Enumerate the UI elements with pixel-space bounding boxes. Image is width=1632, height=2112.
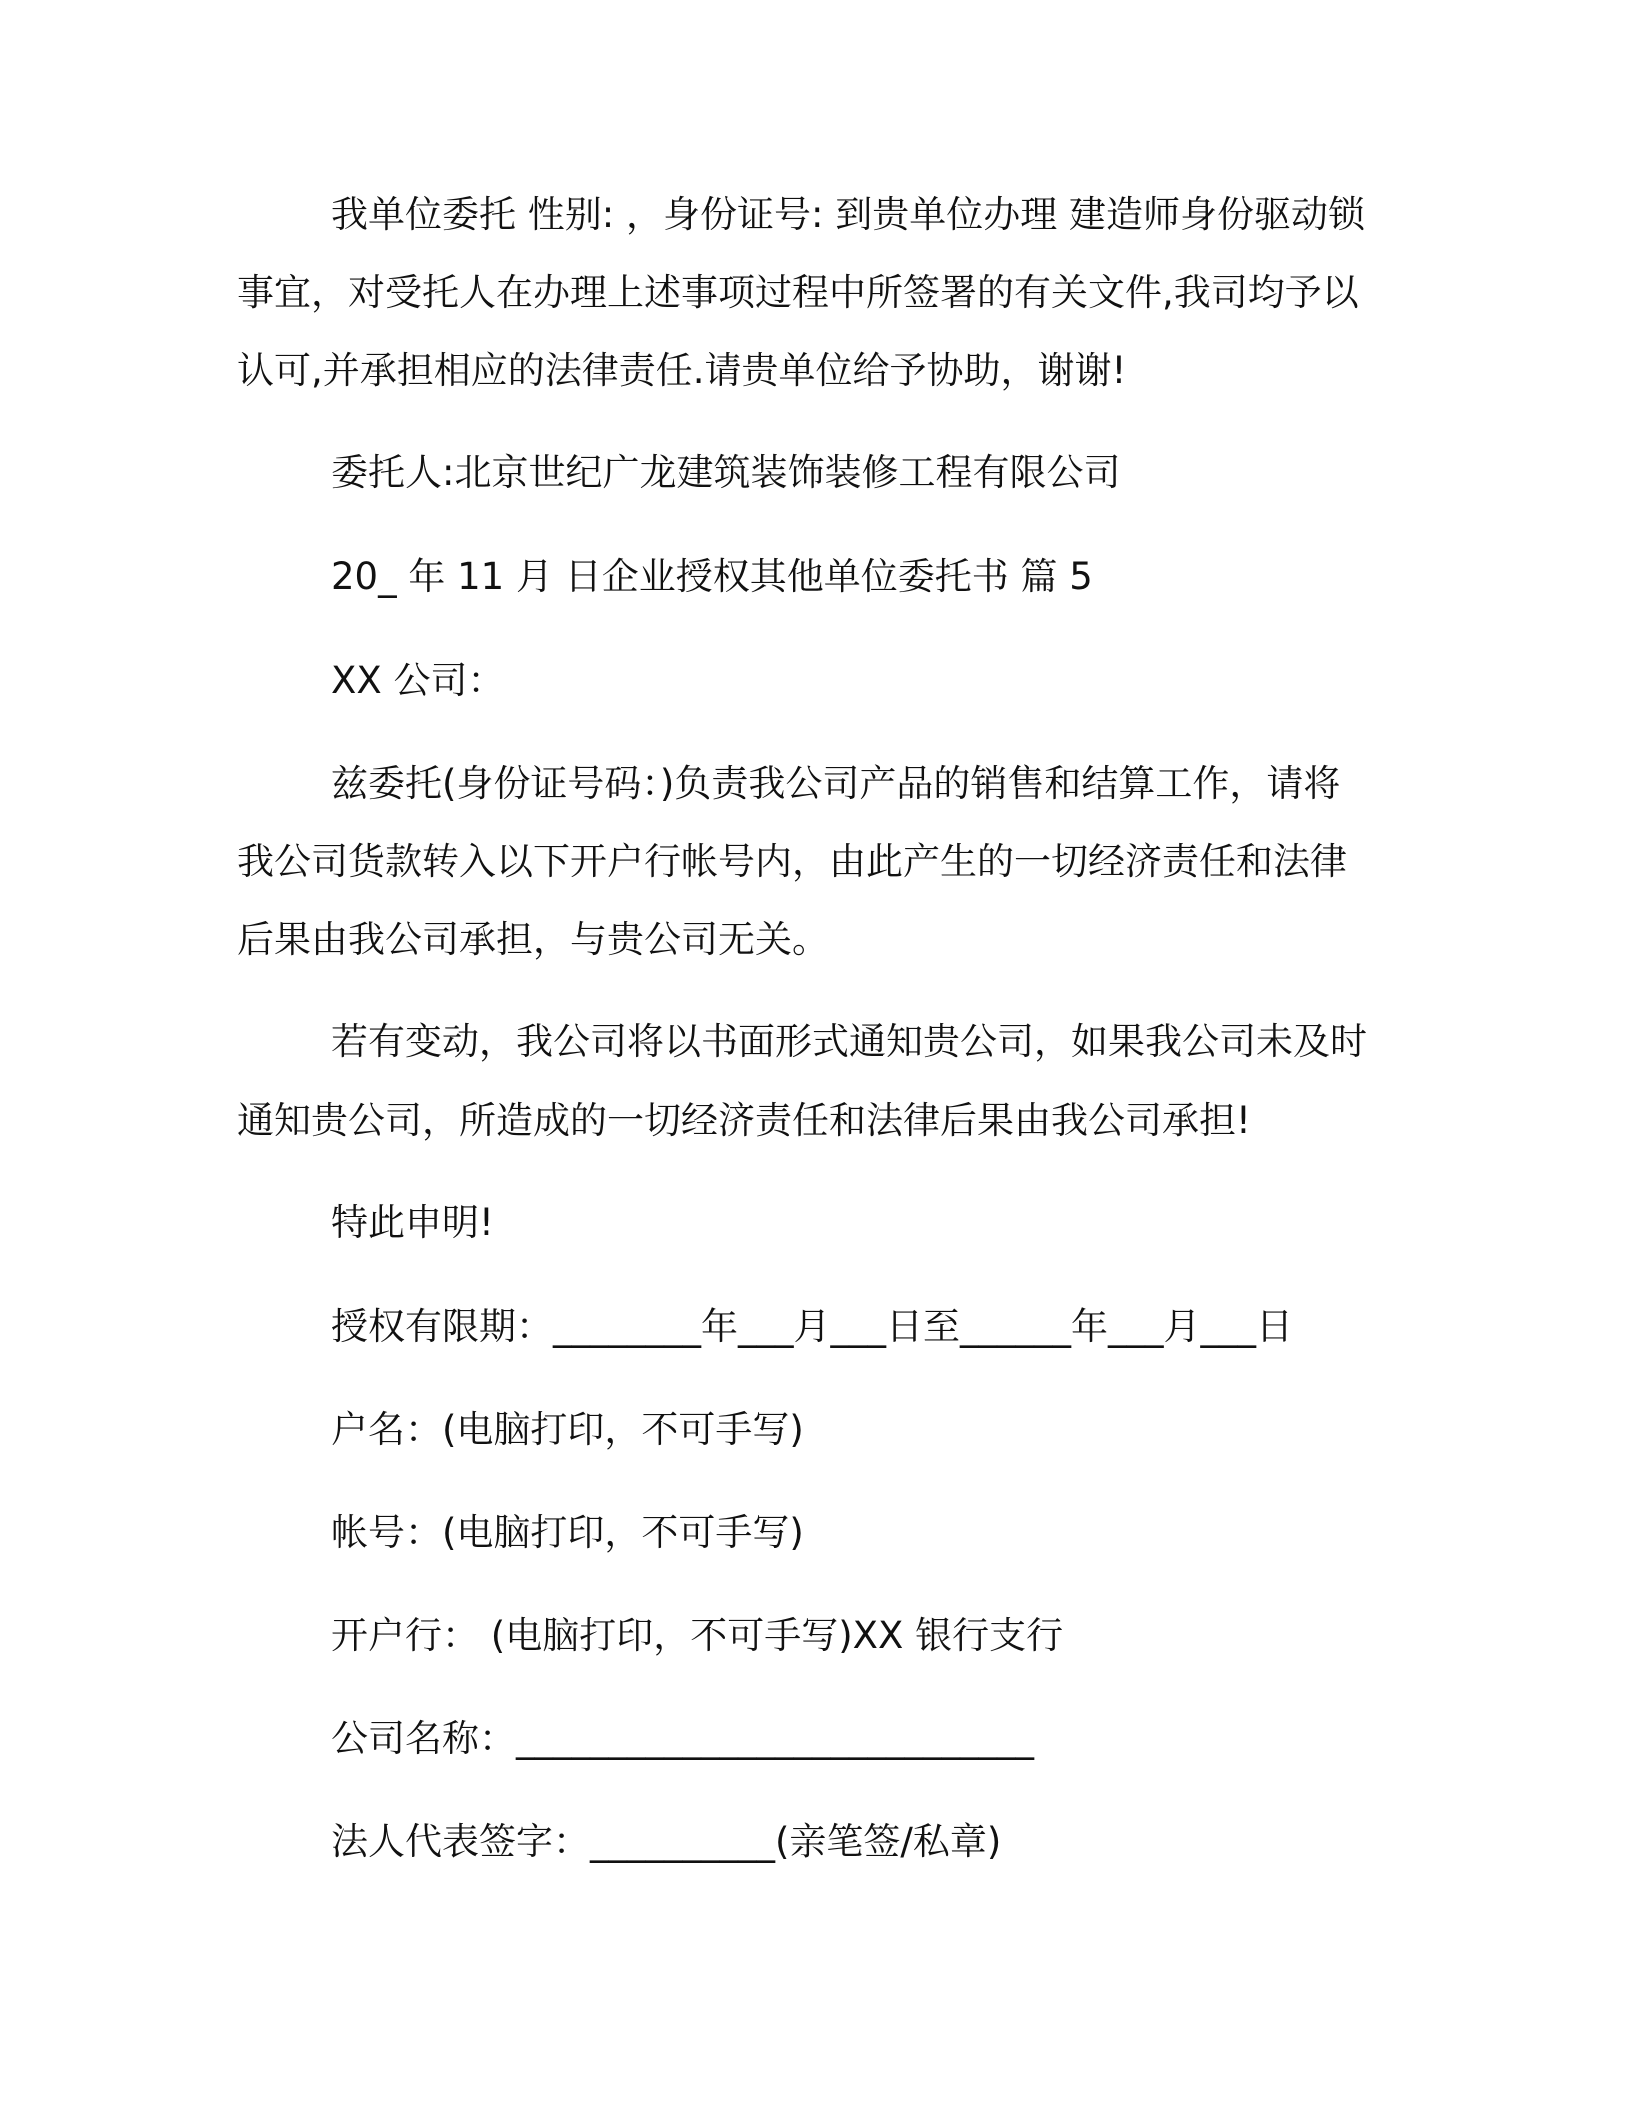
- paragraph-2-line-3: 后果由我公司承担，与贵公司无关。: [237, 918, 829, 961]
- entrustor-line: 委托人:北京世纪广龙建筑装饰装修工程有限公司: [331, 451, 1121, 494]
- account-name-field: 户名：(电脑打印，不可手写): [331, 1408, 804, 1451]
- addressee: XX 公司：: [331, 659, 505, 702]
- date-heading: 20_ 年 11 月 日企业授权其他单位委托书 篇 5: [331, 555, 1093, 598]
- legal-rep-signature-field: 法人代表签字：__________(亲笔签/私章): [331, 1820, 1002, 1863]
- bank-field: 开户行： (电脑打印，不可手写)XX 银行支行: [331, 1614, 1064, 1657]
- validity-period: 授权有限期：________年___月___日至______年___月___日: [331, 1305, 1293, 1348]
- paragraph-2-line-2: 我公司货款转入以下开户行帐号内，由此产生的一切经济责任和法律: [237, 840, 1347, 883]
- paragraph-1-line-2: 事宜，对受托人在办理上述事项过程中所签署的有关文件,我司均予以: [237, 271, 1359, 314]
- declaration: 特此申明!: [331, 1201, 494, 1244]
- paragraph-1-line-3: 认可,并承担相应的法律责任.请贵单位给予协助，谢谢!: [237, 349, 1127, 392]
- company-name-field: 公司名称：____________________________: [331, 1717, 1034, 1760]
- paragraph-2-line-1: 兹委托(身份证号码：)负责我公司产品的销售和结算工作，请将: [331, 762, 1341, 805]
- account-number-field: 帐号：(电脑打印，不可手写): [331, 1511, 804, 1554]
- paragraph-1-line-1: 我单位委托 性别: ，身份证号: 到贵单位办理 建造师身份驱动锁: [331, 193, 1365, 236]
- paragraph-3-line-2: 通知贵公司，所造成的一切经济责任和法律后果由我公司承担!: [237, 1099, 1251, 1142]
- paragraph-3-line-1: 若有变动，我公司将以书面形式通知贵公司，如果我公司未及时: [331, 1020, 1367, 1063]
